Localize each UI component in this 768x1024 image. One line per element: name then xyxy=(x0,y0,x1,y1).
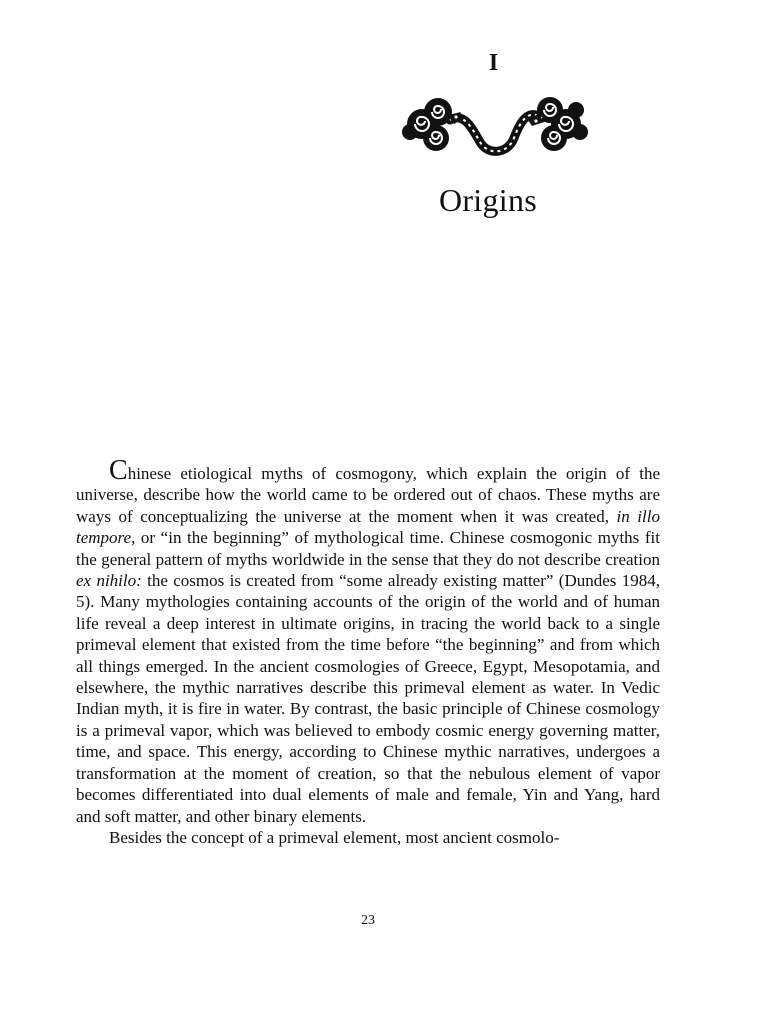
page-number: 23 xyxy=(361,913,375,928)
paragraph-2: Besides the concept of a primeval element, most ancient cosmolo- xyxy=(109,827,560,847)
paragraph-1-text: or “in the beginning” of mythological time. Chinese cosmogonic myths fit the general pattern of myths worldwide in the sense that they do not describe creation xyxy=(76,528,660,569)
paragraph-1-text: the cosmos is created from “some already existing matter” (Dundes 1984, 5). Many mythologies containing accounts of the origin of the world and of human life reveal a deep interest in ultimate origins, in tracing the world back to a single primeval element that existed from the time before “the beginning” and from which all things emerged. In the ancient cosmologies of Greece, Egypt, Mesopotamia, and elsewhere, the mythic narratives describe this primeval element as water. In Vedic Indian myth, it is fire in water. By contrast, the basic principle of Chinese cosmology is a primeval vapor, which was believed to embody cosmic energy governing matter, time, and space. This energy, according to Chinese mythic narratives, undergoes a transformation at the moment of creation, so that the nebulous element of vapor becomes differentiated into dual elements of male and female, Yin and Yang, hard and soft matter, and other binary elements. xyxy=(76,571,660,826)
body-text xyxy=(76,455,660,848)
italic-phrase-in-illo-tempore: in illo tempore, xyxy=(76,506,660,548)
drop-cap: C xyxy=(109,455,128,486)
paragraph-1-text: hinese etiological myths of cosmogony, which explain the origin of the universe, describe how the world came to be ordered out of chaos. These myths are ways of conceptualizing the universe at the moment when it was created, xyxy=(76,464,660,526)
italic-phrase-ex-nihilo: ex nihilo: xyxy=(76,571,142,591)
chapter-title: Origins xyxy=(438,182,538,218)
twin-cloud-serpent-ornament-icon xyxy=(398,94,592,160)
paragraph-1 xyxy=(76,455,660,827)
chapter-number: I xyxy=(488,50,500,76)
